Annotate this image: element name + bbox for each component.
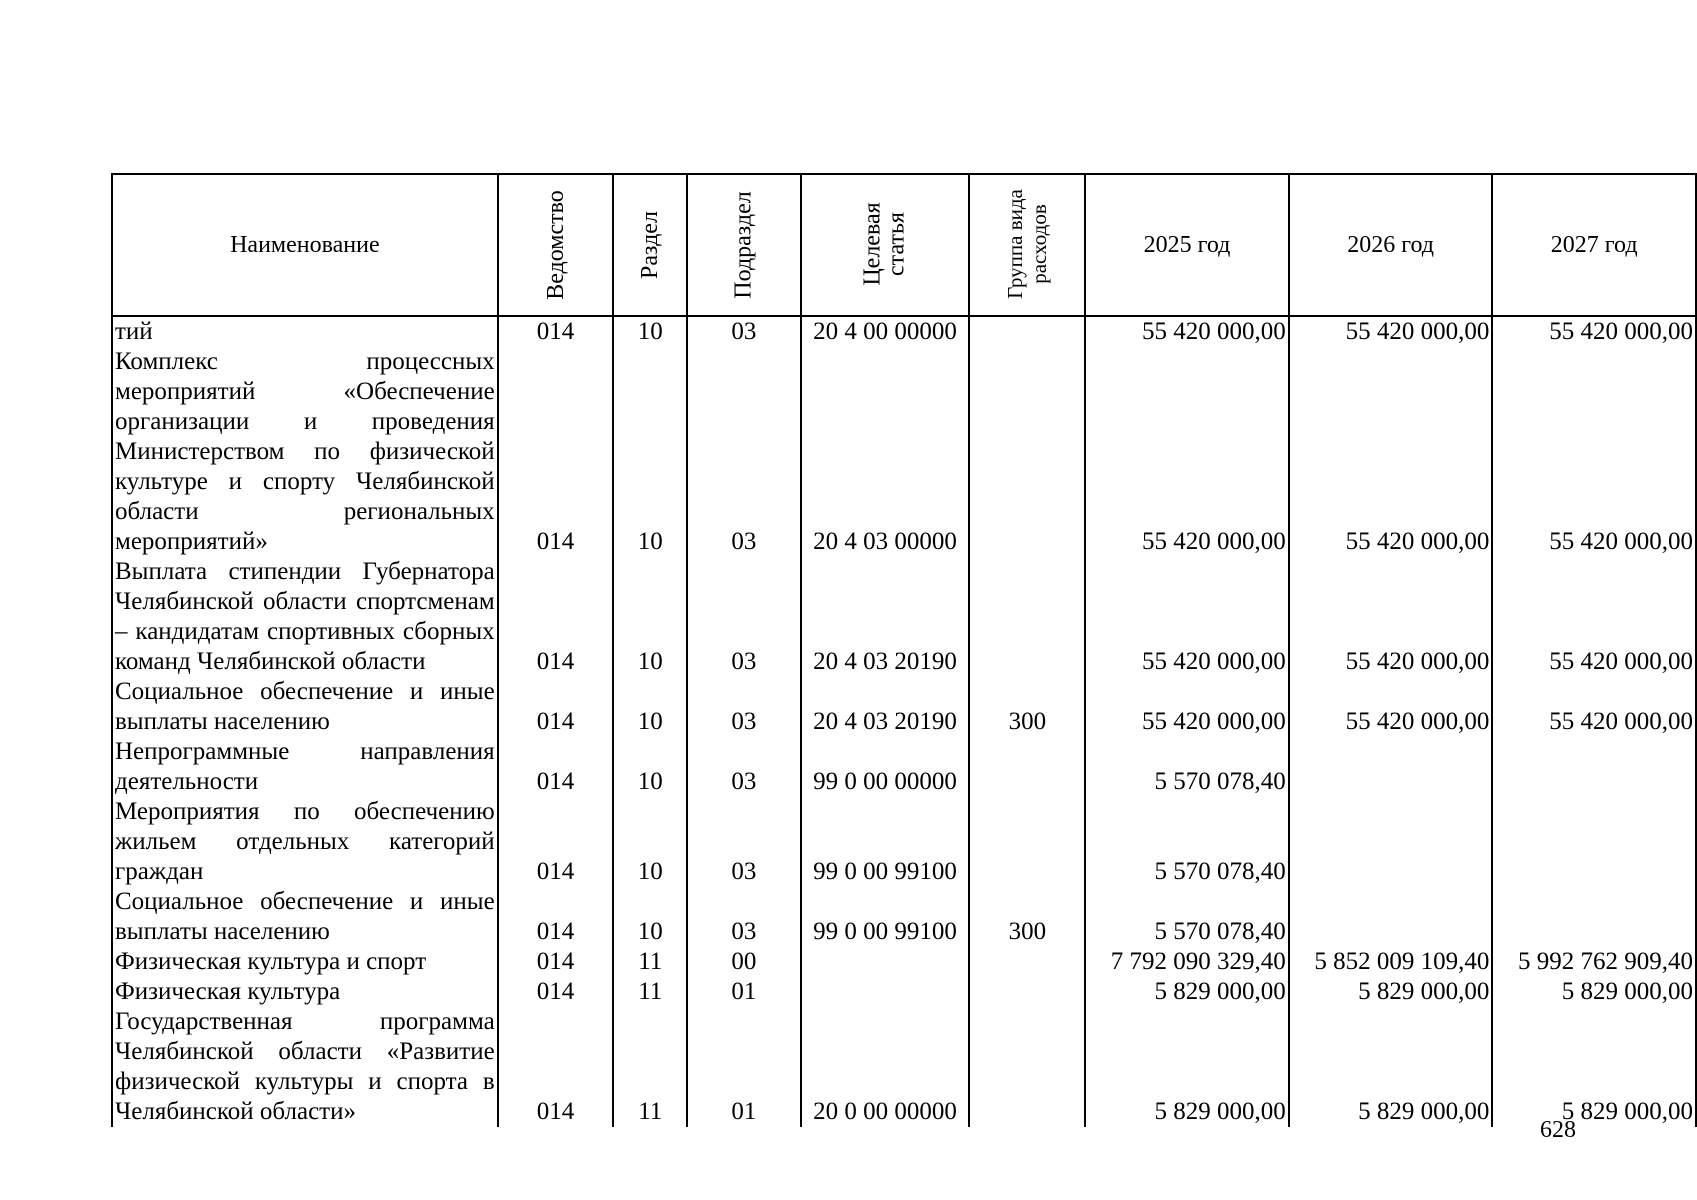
table-row [112,797,1696,887]
row-value-2025: 55 420 000,00 [1085,347,1289,557]
row-name: Выплата стипендии Губернатора Челябинской области спортсменам – кандидатам спортивных сборных команд Челябинской области [112,557,498,677]
row-razdel: 10 [613,887,687,947]
row-vid-rashodov [969,977,1085,1007]
row-vedomstvo: 014 [498,797,614,887]
col-header-podrazdel: Подраздел [687,174,800,316]
row-podrazdel: 03 [687,737,800,797]
row-value-2027: 55 420 000,00 [1492,677,1696,737]
table-header-row [112,174,1696,316]
table-row [112,347,1696,557]
row-value-2026 [1289,797,1493,887]
row-vid-rashodov [969,947,1085,977]
row-razdel: 10 [613,797,687,887]
row-podrazdel: 03 [687,797,800,887]
row-name: тий [112,316,498,347]
row-value-2027: 5 829 000,00 [1492,977,1696,1007]
col-header-gruppa-vida-rashodov: Группа вида расходов [969,174,1085,316]
row-vedomstvo: 014 [498,1007,614,1127]
row-celevaya-statya [801,977,970,1007]
row-value-2027 [1492,737,1696,797]
row-razdel: 11 [613,947,687,977]
col-header-2025: 2025 год [1085,174,1289,316]
row-value-2026 [1289,887,1493,947]
row-vedomstvo: 014 [498,316,614,347]
table-row [112,947,1696,977]
row-value-2025: 5 829 000,00 [1085,1007,1289,1127]
row-value-2026: 55 420 000,00 [1289,347,1493,557]
row-celevaya-statya: 20 4 03 00000 [801,347,970,557]
row-vid-rashodov: 300 [969,677,1085,737]
col-header-vedomstvo: Ведомство [498,174,614,316]
row-celevaya-statya: 20 4 03 20190 [801,557,970,677]
row-razdel: 11 [613,977,687,1007]
row-celevaya-statya: 20 4 03 20190 [801,677,970,737]
row-value-2027: 55 420 000,00 [1492,557,1696,677]
row-name: Физическая культура и спорт [112,947,498,977]
row-podrazdel: 01 [687,977,800,1007]
row-name: Государственная программа Челябинской области «Развитие физической культуры и спорта в Челябинской области» [112,1007,498,1127]
row-razdel: 10 [613,737,687,797]
row-value-2027 [1492,887,1696,947]
col-header-name: Наименование [112,174,498,316]
row-value-2025: 55 420 000,00 [1085,557,1289,677]
row-podrazdel: 00 [687,947,800,977]
row-value-2025: 5 570 078,40 [1085,887,1289,947]
row-name: Мероприятия по обеспечению жильем отдельных категорий граждан [112,797,498,887]
table-row [112,1007,1696,1127]
row-vedomstvo: 014 [498,737,614,797]
row-value-2027: 55 420 000,00 [1492,316,1696,347]
row-value-2026: 5 829 000,00 [1289,977,1493,1007]
row-podrazdel: 03 [687,316,800,347]
row-celevaya-statya: 20 0 00 00000 [801,1007,970,1127]
table-row [112,316,1696,347]
row-podrazdel: 03 [687,347,800,557]
row-value-2025: 7 792 090 329,40 [1085,947,1289,977]
table-row [112,557,1696,677]
row-value-2025: 5 829 000,00 [1085,977,1289,1007]
budget-table [111,173,1697,1127]
table-row [112,677,1696,737]
row-value-2025: 55 420 000,00 [1085,677,1289,737]
col-header-razdel: Раздел [613,174,687,316]
row-value-2026: 5 829 000,00 [1289,1007,1493,1127]
row-value-2025: 5 570 078,40 [1085,797,1289,887]
row-celevaya-statya: 99 0 00 99100 [801,797,970,887]
row-value-2027: 5 992 762 909,40 [1492,947,1696,977]
row-razdel: 10 [613,347,687,557]
row-celevaya-statya [801,947,970,977]
row-podrazdel: 03 [687,887,800,947]
row-value-2026: 5 852 009 109,40 [1289,947,1493,977]
row-name: Социальное обеспечение и иные выплаты населению [112,887,498,947]
table-row [112,887,1696,947]
row-vid-rashodov [969,797,1085,887]
row-razdel: 10 [613,316,687,347]
row-value-2025: 5 570 078,40 [1085,737,1289,797]
row-value-2026: 55 420 000,00 [1289,677,1493,737]
row-vedomstvo: 014 [498,887,614,947]
row-value-2027: 55 420 000,00 [1492,347,1696,557]
row-razdel: 11 [613,1007,687,1127]
col-header-2026: 2026 год [1289,174,1493,316]
row-name: Физическая культура [112,977,498,1007]
page-number: 628 [1540,1117,1576,1143]
row-razdel: 10 [613,677,687,737]
row-value-2026: 55 420 000,00 [1289,316,1493,347]
row-vid-rashodov [969,737,1085,797]
row-name: Непрограммные направления деятельности [112,737,498,797]
row-vid-rashodov [969,557,1085,677]
col-header-2027: 2027 год [1492,174,1696,316]
row-podrazdel: 01 [687,1007,800,1127]
row-vedomstvo: 014 [498,557,614,677]
row-value-2026 [1289,737,1493,797]
row-podrazdel: 03 [687,557,800,677]
row-vid-rashodov [969,316,1085,347]
row-name: Социальное обеспечение и иные выплаты населению [112,677,498,737]
row-vedomstvo: 014 [498,347,614,557]
row-vid-rashodov [969,347,1085,557]
row-value-2026: 55 420 000,00 [1289,557,1493,677]
row-vedomstvo: 014 [498,677,614,737]
row-razdel: 10 [613,557,687,677]
row-value-2027: 5 829 000,00 [1492,1007,1696,1127]
row-name: Комплекс процессных мероприятий «Обеспечение организации и проведения Министерством по физической культуре и спорту Челябинской области региональных мероприятий» [112,347,498,557]
table-row [112,737,1696,797]
row-vid-rashodov [969,1007,1085,1127]
col-header-celevaya-statya: Целевая статья [801,174,970,316]
row-value-2025: 55 420 000,00 [1085,316,1289,347]
row-vid-rashodov: 300 [969,887,1085,947]
row-celevaya-statya: 99 0 00 00000 [801,737,970,797]
row-vedomstvo: 014 [498,947,614,977]
row-value-2027 [1492,797,1696,887]
row-celevaya-statya: 20 4 00 00000 [801,316,970,347]
table-row [112,977,1696,1007]
row-celevaya-statya: 99 0 00 99100 [801,887,970,947]
row-vedomstvo: 014 [498,977,614,1007]
row-podrazdel: 03 [687,677,800,737]
